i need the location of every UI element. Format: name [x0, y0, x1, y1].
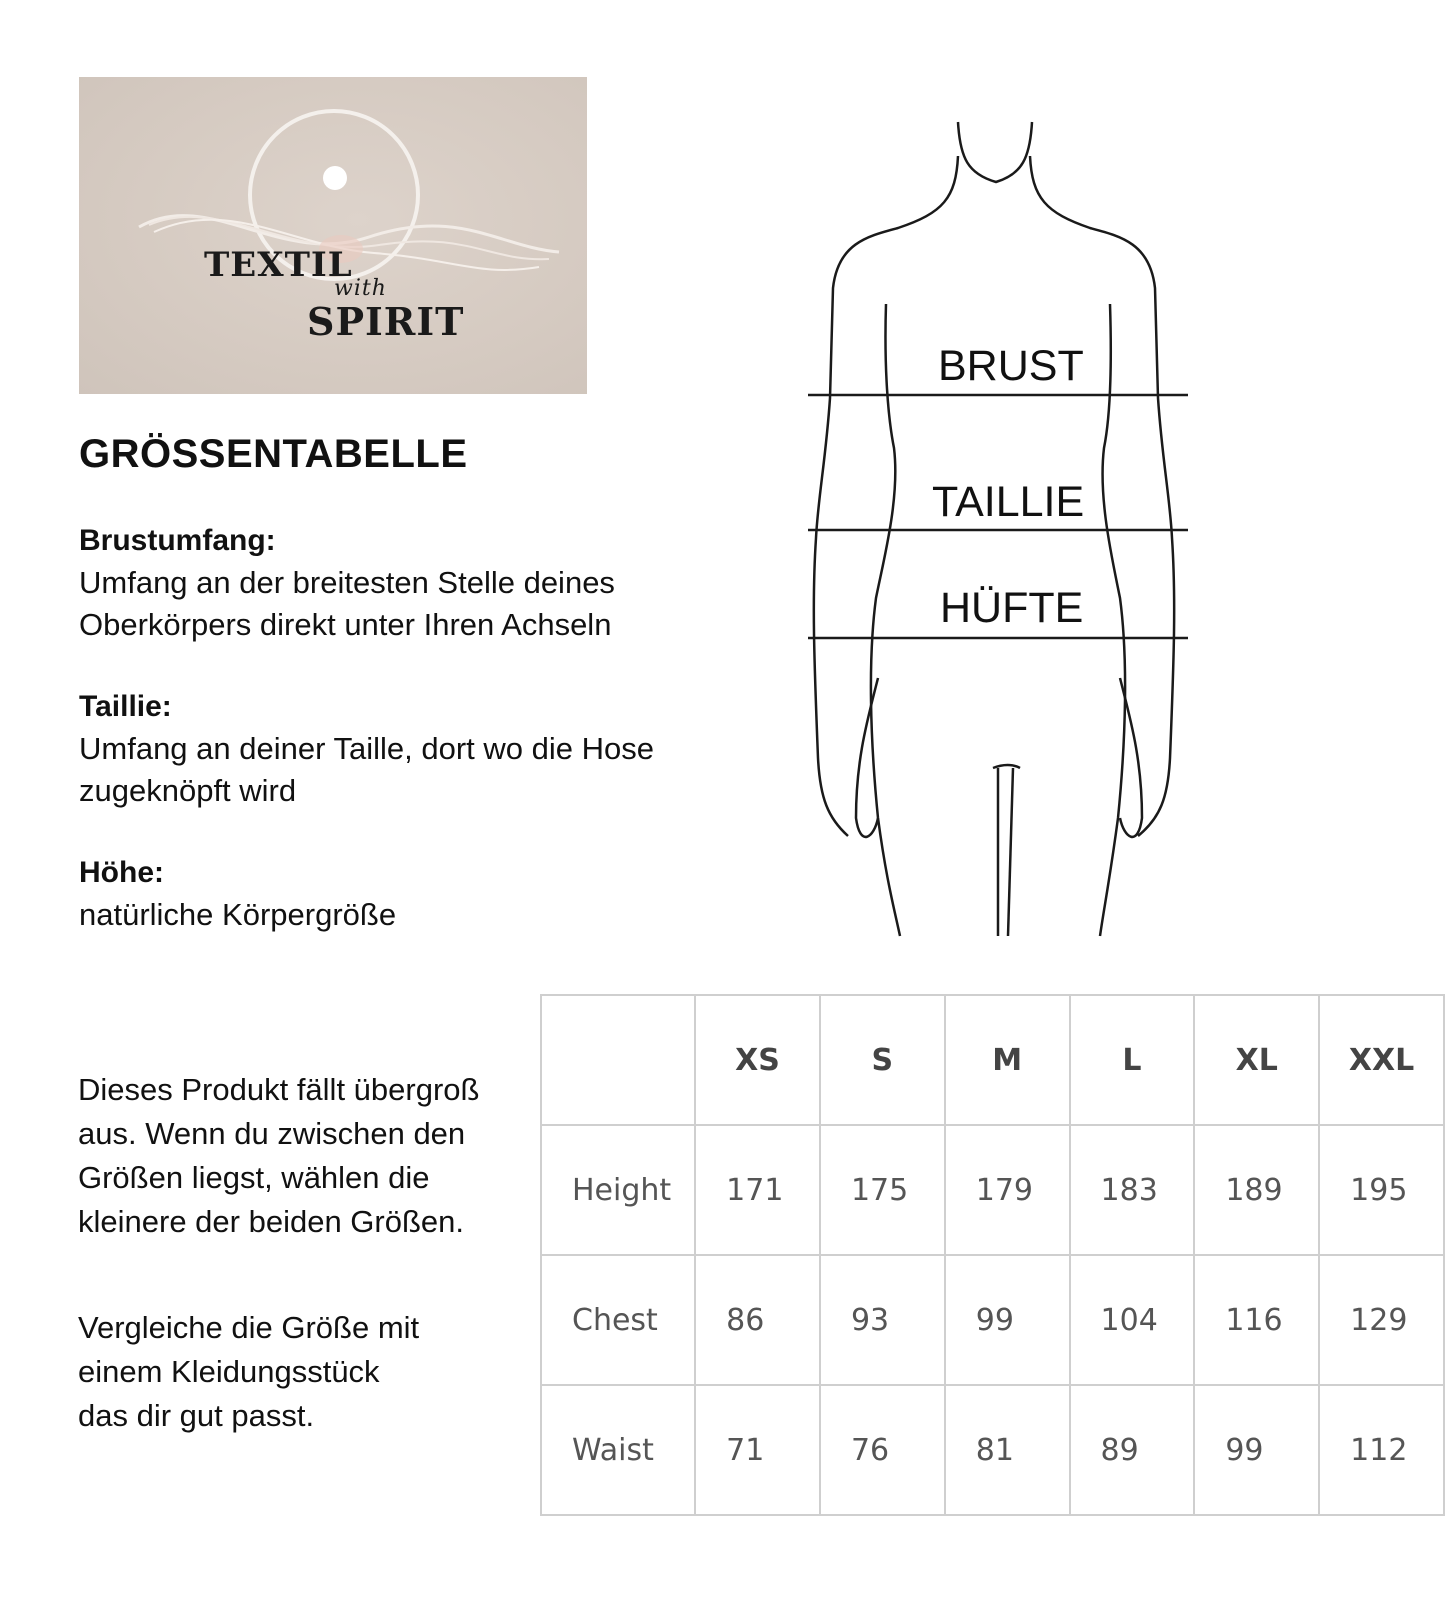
- table-cell: 183: [1070, 1125, 1195, 1255]
- section-heading-waist: Taillie:: [79, 690, 172, 723]
- table-cell: 86: [695, 1255, 820, 1385]
- table-cell: 189: [1194, 1125, 1319, 1255]
- table-cell: 129: [1319, 1255, 1444, 1385]
- table-cell: 89: [1070, 1385, 1195, 1515]
- table-corner-cell: [541, 995, 695, 1125]
- table-header-row: [541, 995, 1444, 1125]
- fit-note-line2: aus. Wenn du zwischen den: [78, 1116, 466, 1151]
- logo-text-with: with: [334, 276, 387, 301]
- table-cell: 93: [820, 1255, 945, 1385]
- size-header: L: [1070, 995, 1195, 1125]
- label-waist: TAILLIE: [932, 478, 1085, 526]
- section-text-waist-line1: Umfang an deiner Taille, dort wo die Hose: [79, 731, 654, 766]
- body-measurement-figure: [808, 118, 1208, 943]
- section-text-waist-line2: zugeknöpft wird: [79, 773, 297, 808]
- fit-note-line3: Größen liegst, wählen die: [78, 1160, 430, 1195]
- size-header: M: [945, 995, 1070, 1125]
- size-header: S: [820, 995, 945, 1125]
- table-cell: 76: [820, 1385, 945, 1515]
- section-heading-height: Höhe:: [79, 856, 164, 889]
- table-cell: 116: [1194, 1255, 1319, 1385]
- table-cell: 104: [1070, 1255, 1195, 1385]
- table-row: [541, 1385, 1444, 1515]
- label-hip: HÜFTE: [940, 584, 1084, 632]
- section-text-height-line1: natürliche Körpergröße: [79, 897, 397, 932]
- brand-logo: [79, 77, 587, 394]
- logo-text-spirit: SPIRIT: [307, 299, 465, 344]
- row-label: Chest: [541, 1255, 695, 1385]
- table-cell: 175: [820, 1125, 945, 1255]
- label-chest: BRUST: [938, 342, 1084, 390]
- section-text-chest-line1: Umfang an der breitesten Stelle deines: [79, 565, 615, 600]
- size-header: XXL: [1319, 995, 1444, 1125]
- compare-note-line2: einem Kleidungsstück: [78, 1354, 380, 1389]
- table-cell: 99: [945, 1255, 1070, 1385]
- fit-note-line4: kleinere der beiden Größen.: [78, 1204, 465, 1239]
- table-cell: 112: [1319, 1385, 1444, 1515]
- body-outline-icon: [808, 118, 1208, 938]
- row-label: Waist: [541, 1385, 695, 1515]
- table-cell: 179: [945, 1125, 1070, 1255]
- table-row: [541, 1255, 1444, 1385]
- table-cell: 81: [945, 1385, 1070, 1515]
- table-cell: 171: [695, 1125, 820, 1255]
- logo-text-textil: TEXTIL: [204, 245, 353, 285]
- logo-graphic: [79, 77, 587, 394]
- compare-note-line1: Vergleiche die Größe mit: [78, 1310, 420, 1345]
- size-table: [540, 994, 1445, 1516]
- compare-note-line3: das dir gut passt.: [78, 1398, 315, 1433]
- table-cell: 195: [1319, 1125, 1444, 1255]
- page-title: GRÖSSENTABELLE: [79, 432, 468, 476]
- section-text-chest-line2: Oberkörpers direkt unter Ihren Achseln: [79, 607, 612, 642]
- table-row: [541, 1125, 1444, 1255]
- row-label: Height: [541, 1125, 695, 1255]
- section-heading-chest: Brustumfang:: [79, 524, 276, 557]
- table-cell: 71: [695, 1385, 820, 1515]
- fit-note-line1: Dieses Produkt fällt übergroß: [78, 1072, 480, 1107]
- size-header: XL: [1194, 995, 1319, 1125]
- size-header: XS: [695, 995, 820, 1125]
- table-cell: 99: [1194, 1385, 1319, 1515]
